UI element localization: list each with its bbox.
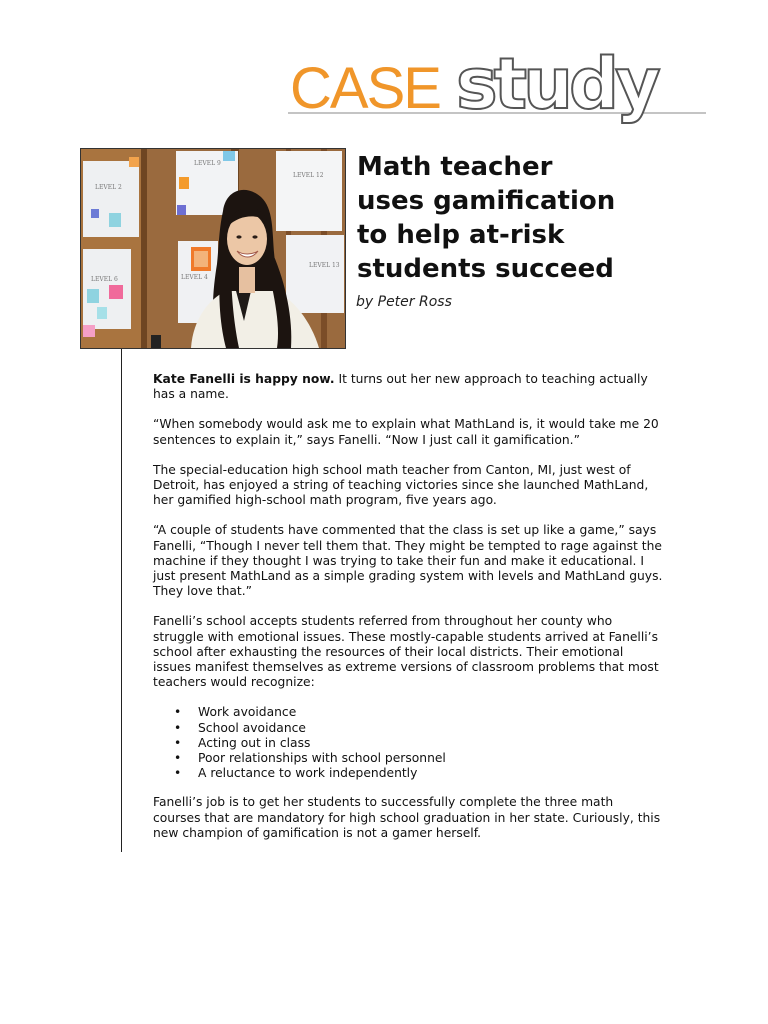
bullet-icon: •: [174, 705, 182, 720]
poster-label: LEVEL 9: [194, 160, 221, 167]
paragraph: The special-education high school math teacher from Canton, MI, just west of Detroit, has enjoyed a string of teaching victories since she launched MathLand, her gamified high-school math program, five years ago.: [153, 462, 649, 508]
lead-paragraph: [153, 372, 663, 402]
list-item-text: A reluctance to work independently: [198, 766, 418, 781]
article-body: [153, 372, 663, 856]
poster-label: LEVEL 13: [309, 262, 340, 269]
list-item: [174, 751, 663, 766]
headline-line: students succeed: [357, 254, 614, 284]
list-item-text: Work avoidance: [198, 705, 297, 720]
list-item-text: Acting out in class: [198, 735, 311, 750]
list-item: [174, 735, 663, 751]
bullet-icon: •: [174, 735, 182, 750]
case-study-logo: [288, 40, 708, 130]
poster-label: LEVEL 4: [181, 274, 208, 281]
lead-bold: Kate Fanelli is happy now.: [153, 372, 335, 386]
bullet-icon: •: [174, 766, 182, 781]
headline-line: uses gamification: [357, 186, 616, 216]
paragraph: Fanelli’s school accepts students referred from throughout her county who struggle with emotional issues. These mostly-capable students arrived at Fanelli’s school after exhausting the resources of their local districts. Their emotional issues manifest themselves as extreme versions of classroom problems that most teachers would recognize:: [153, 614, 659, 690]
teacher-photo: [80, 148, 346, 349]
paragraph: “A couple of students have commented that the class is set up like a game,” says Fanelli, “Though I never tell them that. They might be tempted to rage against the machine if they thought I was trying to take their fun and make it educational. I just present MathLand as a simple grading system with levels and MathLand guys. They love that.”: [153, 523, 663, 599]
paragraph: “When somebody would ask me to explain what MathLand is, it would take me 20 sentences to explain it,” says Fanelli. “Now I just call it gamification.”: [153, 417, 659, 447]
list-item: [174, 705, 663, 720]
poster-label: LEVEL 6: [91, 276, 118, 283]
list-item-text: Poor relationships with school personnel: [198, 751, 446, 766]
list-item-text: School avoidance: [198, 720, 306, 735]
logo-word-case: CASE: [290, 56, 440, 121]
lead-rest: It turns out her new approach to teaching actually has a name.: [153, 372, 648, 402]
bullet-icon: •: [174, 751, 182, 766]
list-item: [174, 766, 663, 781]
article-headline: [357, 150, 657, 286]
poster-label: LEVEL 2: [95, 184, 122, 191]
logo-word-study: study: [456, 43, 657, 125]
list-item: [174, 720, 663, 736]
headline-line: Math teacher: [357, 152, 553, 182]
poster-label: LEVEL 12: [293, 172, 324, 179]
closing-paragraph: Fanelli’s job is to get her students to successfully complete the three math courses that are mandatory for high school graduation in her state. Curiously, this new champion of gamification is not a gamer herself.: [153, 795, 661, 840]
vertical-rule: [121, 349, 122, 852]
bullet-icon: •: [174, 720, 182, 735]
byline: by Peter Ross: [356, 294, 452, 310]
issues-list: [153, 705, 663, 781]
headline-line: to help at-risk: [357, 220, 565, 250]
